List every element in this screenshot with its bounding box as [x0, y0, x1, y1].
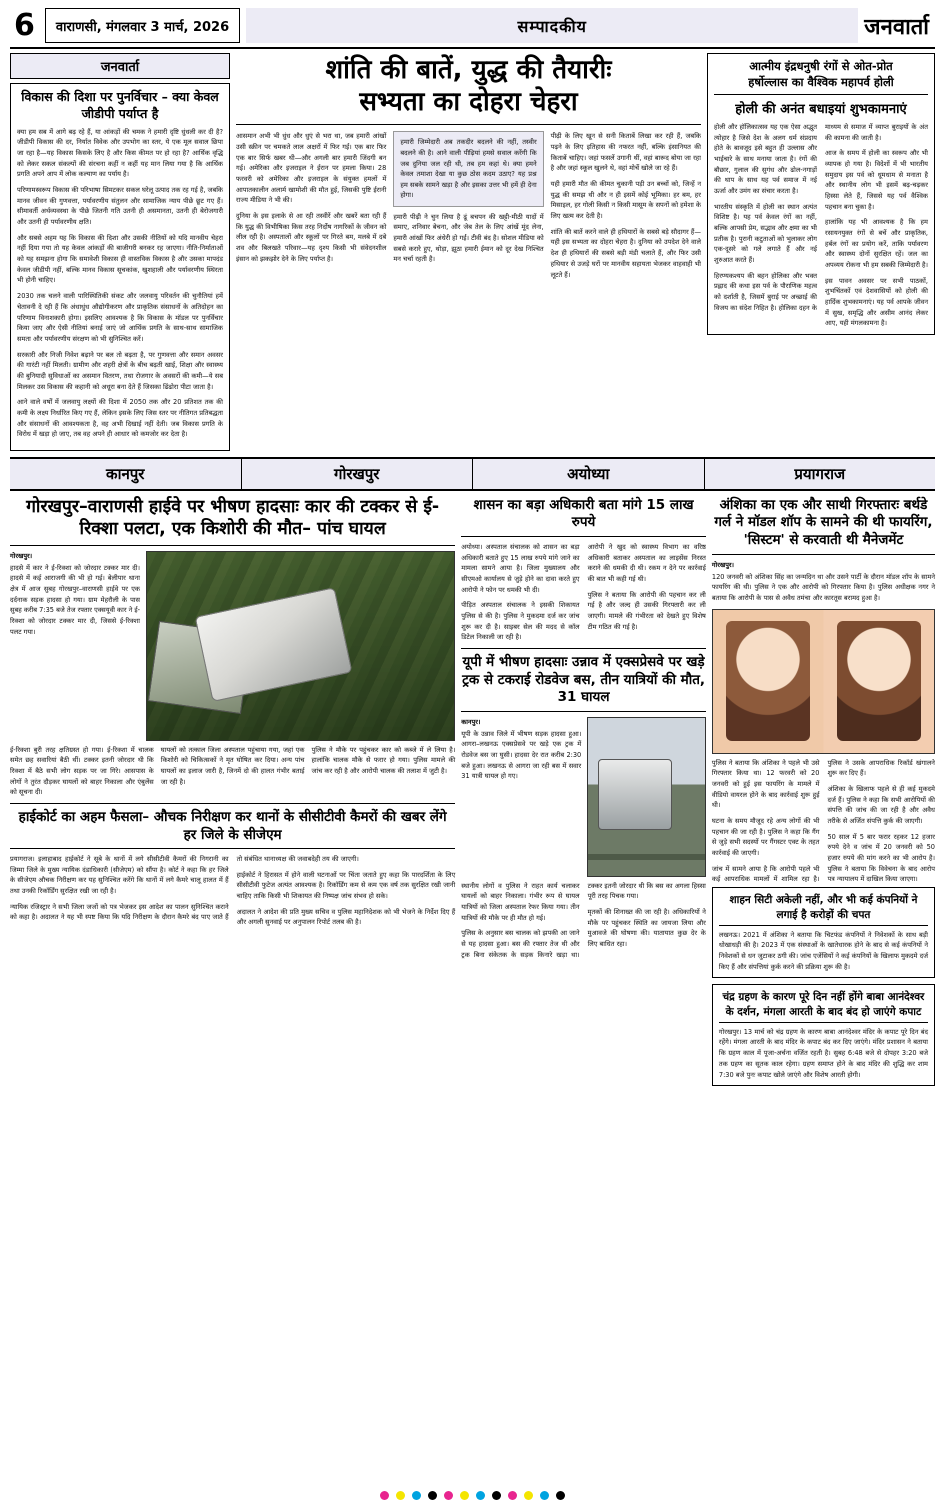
shahan-city-headline: शाहन सिटी अकेली नहीं, और भी कई कंपनियों ने लगाई है करोड़ों की चपत [719, 893, 928, 925]
city-gorakhpur[interactable]: गोरखपुर [242, 459, 474, 489]
hicourt-body: प्रयागराज। इलाहाबाद हाईकोर्ट ने सूबे के थानों में लगे सीसीटीवी कैमरों की निगरानी का जिम्मा जिले के मुख्य न्यायिक दंडाधिकारी (सीजेएम) को सौंपा है। कोर्ट ने कहा कि हर जिले के सीजेएम औचक निरीक्षण कर यह सुनिश्चित करेंगे कि थानों में लगे कैमरे चालू हालत में हैं तथा उनकी रिकॉर्डिंग सुरक्षित रखी जा रही है। न्यायिक रजिस्ट्रार ने सभी जिला जजों को पत्र भेजकर इस आदेश का पालन सुनिश्चित कराने को कहा है। अदालत ने यह भी स्पष्ट किया कि यदि निरीक्षण के दौरान कैमरे बंद पाए जाते हैं तो संबंधित थानाध्यक्ष की जवाबदेही तय की जाएगी। हाईकोर्ट ने हिरासत में होने वाली घटनाओं पर चिंता जताते हुए कहा कि पारदर्शिता के लिए सीसीटीवी फुटेज अत्यंत आवश्यक है। रिकॉर्डिंग कम से कम एक वर्ष तक सुरक्षित रखी जानी चाहिए ताकि किसी भी शिकायत की निष्पक्ष जांच संभव हो सके। अदालत ने आदेश की प्रति मुख्य सचिव व पुलिस महानिदेशक को भी भेजने के निर्देश दिए हैं और अगली सुनवाई पर अनुपालन रिपोर्ट तलब की है। [10, 855, 456, 927]
color-dot [428, 1491, 437, 1500]
shahan-city-box [712, 887, 935, 978]
city-ayodhya[interactable]: अयोध्या [473, 459, 705, 489]
color-dot [380, 1491, 389, 1500]
chandra-grahan-headline: चंद्र ग्रहण के कारण पूरे दिन नहीं होंगे बाबा आनंदेश्वर के दर्शन, मंगला आरती के बाद बंद हो जाएंगे कपाट [719, 990, 928, 1022]
left-column [10, 53, 230, 451]
anshika-body: पुलिस ने बताया कि अंशिका ने पहले भी उसे गिरफ्तार किया था। 12 फरवरी को 20 जनवरी को हुई इस फायरिंग के मामले में वीडियो वायरल होने के बाद कार्रवाई शुरू हुई थी। घटना के समय मौजूद रहे अन्य लोगों की भी पहचान की जा रही है। पुलिस ने कहा कि गैंग से जुड़े सभी सदस्यों पर गैंगस्टर एक्ट के तहत कार्रवाई की जाएगी। जांच में सामने आया है कि आरोपी पहले भी कई आपराधिक मामलों में शामिल रहा है। पुलिस ने उसके आपराधिक रिकॉर्ड खंगालने शुरू कर दिए हैं। अंशिका के खिलाफ पहले से ही कई मुकदमे दर्ज हैं। पुलिस ने कहा कि सभी आरोपियों की संपत्ति की जांच की जा रही है और अवैध तरीके से अर्जित संपत्ति कुर्क की जाएगी। 50 साल में 5 बार फरार रहकर 12 हजार रुपये देने व जांच में 20 जनवरी को 50 हजार रुपये की मांग करने का भी आरोप है। पुलिस ने बताया कि विवेचना के बाद आरोप पत्र न्यायालय में दाखिल किया जाएगा। [711, 758, 935, 884]
anshika-lead: 120 जनवरी को अंशिका सिंह का जन्मदिन था और उसने पार्टी के दौरान मॉडल शॉप के सामने फायरिंग की थी। पुलिस ने एक और आरोपी को गिरफ्तार किया है। पुलिस अधीक्षक नगर ने बताया कि आरोपी के पास से अवैध तमंचा और कारतूस बरामद हुआ है। [711, 572, 935, 602]
lower-left-column [10, 497, 455, 1092]
color-dot [460, 1491, 469, 1500]
registration-color-bar [0, 1491, 945, 1500]
page-number: 6 [14, 8, 35, 43]
editorial-headline [236, 55, 701, 125]
color-dot [556, 1491, 565, 1500]
color-dot [412, 1491, 421, 1500]
gorakhpur-photo-wrap [146, 551, 455, 741]
lower-right-column [712, 497, 935, 1092]
color-dot [444, 1491, 453, 1500]
unnao-photo-wrap [587, 717, 706, 877]
unnao-byline: कानपुर। [461, 717, 481, 726]
top-region [10, 53, 935, 451]
color-dot [508, 1491, 517, 1500]
editorial-pullquote: हमारी जिम्मेदारी अब तकदीर बदलने की नहीं, तस्वीर बदलने की है। आने वाली पीढ़ियां हमसे सवाल करेंगी कि जब दुनिया जल रही थी, तब हम कहां थे। क्या हमने केवल तमाशा देखा या कुछ ठोस कदम उठाए? यह प्रश्न हम सबके सामने खड़ा है और इसका उत्तर भी हमें ही देना होगा। [393, 131, 543, 206]
lower-mid-column [461, 497, 706, 1092]
hicourt-headline: हाईकोर्ट का अहम फैसला– औचक निरीक्षण कर थानों के सीसीटीवी कैमरों की खबर लेंगे हर जिले के सीजेएम [10, 809, 455, 849]
editorial-body: आसमान अभी भी धुंध और धुएं से भरा था, जब हमारी आंखों उसी स्क्रीन पर चमकते लाल अक्षरों में फिर गईं। एक बार फिर एक बार सिर्फ खबर थी—और अगली बार हमारी जिंदगी बन गई। अमेरिका और इजराइल ने ईरान पर हमला किया। 28 फरवरी को अमेरिका और इजराइल के संयुक्त हमलों में आपातकालीन अलार्म खामोशी की मौत हुई, जिसकी पुष्टि ईरानी राज्य मीडिया ने भी की। दुनिया के इस इलाके से आ रही तस्वीरें और खबरें बता रही हैं कि युद्ध की विभीषिका किस तरह निर्दोष नागरिकों के जीवन को लील रही है। अस्पतालों और स्कूलों पर गिरते बम, मलबे में दबे शव और बिलखते परिवार—यह दृश्य किसी भी संवेदनशील इंसान को झकझोर देने के लिए पर्याप्त है। हमारी जिम्मेदारी अब तकदीर बदलने की नहीं, तस्वीर बदलने की है। आने वाली पीढ़ियां हमसे सवाल करेंगी कि जब दुनिया जल रही थी, तब हम कहां थे। क्या हमने केवल तमाशा देखा या कुछ ठोस कदम उठाए? यह प्रश्न हम सबके सामने खड़ा है और इसका उत्तर भी हमें ही देना होगा। हमारी पीढ़ी ने चुन लिया है ढूं बचपन की खट्टी-मीठी यादों में समाए, शनिवार बेचना, और जेब तेल के लिए आंखें मूंद लेना, हमारी आंखों फिर अंधेरी हो गईं। टीवी बंद है। सोशल मीडिया को सबसे करारे हुए, थोड़ा, झूठा हमारी ईमान को दूर देख निश्चित मन चर्चा रहती है। पीढ़ी के लिए खून से सनी किताबें लिखा कर रही हैं, जबकि पढ़ने के लिए इतिहास की नफरत नहीं, बल्कि इंसानियत की किताबें चाहिए। जहां फसलें उगानी थीं, वहां बारूद बोया जा रहा है और जहां स्कूल खुलने थे, वहां मोर्चे खोले जा रहे हैं। यही हमारी मौत की कीमत चुकानी पड़ी उन बच्चों को, जिन्हें न युद्ध की समझ थी और न ही इसमें कोई भूमिका। हर बम, हर मिसाइल, हर गोली किसी न किसी मासूम के सपनों को हमेशा के लिए खत्म कर देती है। शांति की बातें करने वाले ही हथियारों के सबसे बड़े सौदागर हैं—यही इस सभ्यता का दोहरा चेहरा है। दुनिया को उपदेश देने वाले देश ही हथियारों की सबसे बड़ी मंडी चलाते हैं, और फिर उसी हथियार से उजड़े घरों पर मानवीय सहायता भेजकर वाहवाही भी लूटते हैं। [236, 132, 701, 279]
gorakhpur-accident-photo [146, 551, 455, 741]
anshika-byline: गोरखपुर। [711, 560, 735, 569]
unnao-bus-photo [587, 717, 706, 877]
holi-title-line1: आत्मीय इंद्रधनुषी रंगों से ओत-प्रोत [749, 59, 893, 73]
color-dot [540, 1491, 549, 1500]
gorakhpur-body: ई-रिक्शा बुरी तरह क्षतिग्रस्त हो गया। ई-रिक्शा में चालक समेत छह सवारियां बैठी थीं। टक्कर इतनी जोरदार थी कि रिक्शा में बैठे सभी लोग सड़क पर जा गिरे। आसपास के लोगों ने तुरंत दौड़कर घायलों को बाहर निकाला और एंबुलेंस को सूचना दी। घायलों को तत्काल जिला अस्पताल पहुंचाया गया, जहां एक किशोरी को चिकित्सकों ने मृत घोषित कर दिया। अन्य पांच घायलों का इलाज जारी है, जिनमें दो की हालत गंभीर बताई जा रही है। पुलिस ने मौके पर पहुंचकर कार को कब्जे में ले लिया है। हालांकि चालक मौके से फरार हो गया। पुलिस मामले की जांच कर रही है और आरोपी चालक की तलाश में जुटी है। [10, 745, 456, 797]
city-strip [10, 457, 935, 491]
unnao-body: स्थानीय लोगों व पुलिस ने राहत कार्य चलाकर घायलों को बाहर निकाला। गंभीर रूप से घायल यात्रियों को जिला अस्पताल रेफर किया गया। तीन यात्रियों की मौके पर ही मौत हो गई। पुलिस के अनुसार बस चालक को झपकी आ जाने से यह हादसा हुआ। बस की रफ्तार तेज थी और ट्रक बिना संकेतक के सड़क किनारे खड़ा था। टक्कर इतनी जोरदार थी कि बस का अगला हिस्सा पूरी तरह पिचक गया। मृतकों की शिनाख्त की जा रही है। अधिकारियों ने मौके पर पहुंचकर स्थिति का जायजा लिया और मुआवजे की घोषणा की। यातायात कुछ देर के लिए बाधित रहा। [461, 881, 706, 959]
brand-title: जनवार्ता [864, 14, 929, 40]
left-brand-tag: जनवार्ता [10, 53, 230, 79]
shasan-headline: शासन का बड़ा अधिकारी बता मांगे 15 लाख रुपये [461, 497, 706, 537]
holi-body: होली और हॉलिकात्सव यह एक ऐसा अद्भुत त्योहार है जिसे देश के अलग धर्म संप्रदाय होते के बावजूद इसे बहुत ही उल्लास और भाईचारे के साथ मनाया जाता है। रंगों की बौछार, गुलाल की सुगंध और ढोल-नगाड़ों की थाप के साथ यह पर्व समाज में नई ऊर्जा और उमंग का संचार करता है। भारतीय संस्कृति में होली का स्थान अत्यंत विशिष्ट है। यह पर्व केवल रंगों का नहीं, बल्कि आपसी प्रेम, सद्भाव और क्षमा का भी प्रतीक है। पुरानी कटुताओं को भुलाकर लोग एक-दूसरे को गले लगाते हैं और नई शुरुआत करते हैं। हिरण्यकश्यप की बहन होलिका और भक्त प्रह्लाद की कथा इस पर्व के पौराणिक महत्व को दर्शाती है, जिसमें बुराई पर अच्छाई की विजय का संदेश निहित है। होलिका दहन के माध्यम से समाज में व्याप्त बुराइयों के अंत की कामना की जाती है। आज के समय में होली का स्वरूप और भी व्यापक हो गया है। विदेशों में भी भारतीय समुदाय इस पर्व को धूमधाम से मनाता है और स्थानीय लोग भी इसमें बढ़-चढ़कर हिस्सा लेते हैं, जिससे यह पर्व वैश्विक पहचान बना चुका है। हालांकि यह भी आवश्यक है कि हम रसायनयुक्त रंगों से बचें और प्राकृतिक, हर्बल रंगों का प्रयोग करें, ताकि पर्यावरण और स्वास्थ्य दोनों सुरक्षित रहें। जल का अपव्यय रोकना भी हम सबकी जिम्मेदारी है। इस पावन अवसर पर सभी पाठकों, शुभचिंतकों एवं देशवासियों को होली की हार्दिक शुभकामनाएं। यह पर्व आपके जीवन में सुख, समृद्धि और असीम आनंद लेकर आए, यही मंगलकामना है। [714, 123, 929, 328]
editorial-column [236, 53, 701, 451]
gorakhpur-headline: गोरखपुर–वाराणसी हाईवे पर भीषण हादसाः कार की टक्कर से ई-रिक्शा पलटा, एक किशोरी की मौत– पांच घायल [10, 497, 455, 546]
masthead [10, 8, 935, 49]
lower-region [10, 497, 935, 1092]
chandra-grahan-body: गोरखपुर। 13 मार्च को चंद्र ग्रहण के कारण बाबा आनंदेश्वर मंदिर के कपाट पूरे दिन बंद रहेंगे। मंगला आरती के बाद मंदिर के कपाट बंद कर दिए जाएंगे। मंदिर प्रशासन ने बताया कि ग्रहण काल में पूजा-अर्चना वर्जित रहती है। सुबह 6:48 बजे से दोपहर 3:20 बजे तक ग्रहण का सूतक काल रहेगा। ग्रहण समाप्त होने के बाद मंदिर की शुद्धि कर शाम 7:30 बजे पुनः कपाट खोले जाएंगे और विशेष आरती होगी। [718, 1027, 928, 1079]
section-title: सम्पादकीय [246, 8, 858, 43]
editorial-headline-line2: सभ्यता का दोहरा चेहरा [359, 86, 578, 117]
shahan-city-body: लखनऊ। 2021 में अंशिका ने बताया कि चिटफंड कंपनियों ने निवेशकों के साथ बड़ी धोखाधड़ी की है। 2023 में एक संस्थाओं के खातेधारक होने के बाद से कई कंपनियों ने निवेशकों से धन जुटाकर ठगी की। जांच एजेंसियों ने कई कंपनियों के खिलाफ मुकदमे दर्ज किए हैं और संपत्तियां कुर्क करने की प्रक्रिया शुरू की है। [718, 930, 928, 971]
left-box-title: विकास की दिशा पर पुनर्विचार – क्या केवल जीडीपी पर्याप्त है [21, 89, 219, 121]
holi-title-line2: हर्षोल्लास का वैश्विक महापर्व होली [748, 74, 894, 89]
holi-box [707, 53, 935, 335]
color-dot [476, 1491, 485, 1500]
editorial-headline-line1: शांति की बातें, युद्ध की तैयारीः [325, 55, 612, 85]
left-box-body: क्या हम सब में आगे बढ़ रहे हैं, या आंकड़ों की चमक ने हमारी दृष्टि धुंधली कर दी है? जीडीपी विकास की दर, निर्यात विवेक और उपभोग का स्तर, ये एक मूल सवाल छिपा जा रहा है—यह विकास किसके लिए है और किस कीमत पर हो रहा है? आर्थिक वृद्धि को लेकर सकल संकल्पों की संरचना कहीं न कहीं यह मान लिया गया है कि आर्थिक प्रगति अपने आप में लोक कल्याण का पर्याय है। परिणामस्वरूप विकास की परिभाषा सिमटकर सकल घरेलू उत्पाद तक रह गई है, जबकि मानव जीवन की गुणवत्ता, पर्यावरणीय संतुलन और सामाजिक न्याय पीछे छूट गए हैं। सीमावर्ती अर्थव्यवस्था के पीछे जितनी गति उतनी ही असमानता, उतनी ही बेरोजगारी और उतनी ही पर्यावरणीय क्षति। और सबसे अहम यह कि विकास की दिशा और उसकी नीतियों को यदि मानवीय चेहरा नहीं दिया गया तो यह केवल आंकड़ों की बाजीगरी बनकर रह जाएगा। नीति-निर्माताओं को यह समझना होगा कि समावेशी विकास ही वास्तविक विकास है और उसका मापदंड केवल जीडीपी नहीं, बल्कि मानव विकास सूचकांक, खुशहाली और पर्यावरणीय स्थिरता भी होनी चाहिए। 2030 तक चलने वाली पारिस्थितिकी संकट और जलवायु परिवर्तन की चुनौतियां हमें चेतावनी दे रही हैं कि अंधाधुंध औद्योगीकरण और प्राकृतिक संसाधनों के अतिदोहन का परिणाम विनाशकारी होगा। इसलिए आवश्यक है कि विकास के मॉडल पर पुनर्विचार किया जाए और ऐसी नीतियां बनाई जाएं जो आर्थिक प्रगति के साथ-साथ सामाजिक समता और पर्यावरणीय संरक्षण को भी सुनिश्चित करें। सरकारी और निजी निवेश बढ़ाने पर बल तो बढ़ता है, पर गुणवत्ता और समान अवसर की गारंटी नहीं मिलती। ग्रामीण और शहरी क्षेत्रों के बीच बढ़ती खाई, शिक्षा और स्वास्थ्य की बुनियादी सुविधाओं का असमान वितरण, तथा रोजगार के अवसरों की कमी—ये सब मिलकर उस विकास की कहानी को अधूरा बना देते हैं जिसका ढिंढोरा पीटा जाता है। आने वाले वर्षों में जलवायु लक्ष्यों की दिशा में 2050 तक और 20 प्रतिशत तक की कमी के लक्ष्य निर्धारित किए गए हैं, लेकिन इसके लिए जिस स्तर पर नीतिगत प्रतिबद्धता और संसाधनों की आवश्यकता है, वह अभी दिखाई नहीं देती। जब विकास प्रगति के विरोध में खड़ा हो जाए, तब वह अपने ही आधार को कमजोर कर देता है। [17, 127, 223, 439]
city-kanpur[interactable]: कानपुर [10, 459, 242, 489]
color-dot [492, 1491, 501, 1500]
anshika-photo [712, 609, 935, 754]
shasan-body: अयोध्या। अस्पताल संचालक को शासन का बड़ा अधिकारी बताते हुए 15 लाख रुपये मांगे जाने का मामला सामने आया है। जिला मुख्यालय और सीएमओ कार्यालय से जुड़े होने का दावा करते हुए आरोपी ने फोन पर धमकी भी दी। पीड़ित अस्पताल संचालक ने इसकी शिकायत पुलिस से की है। पुलिस ने मुकदमा दर्ज कर जांच शुरू कर दी है। साइबर सेल की मदद से कॉल डिटेल निकाली जा रही है। आरोपी ने खुद को स्वास्थ्य विभाग का वरिष्ठ अधिकारी बताकर अस्पताल का लाइसेंस निरस्त कराने की धमकी दी थी। रकम न देने पर कार्रवाई की बात भी कही गई थी। पुलिस ने बताया कि आरोपी की पहचान कर ली गई है और जल्द ही उसकी गिरफ्तारी कर ली जाएगी। मामले की गंभीरता को देखते हुए विशेष टीम गठित की गई है। [461, 542, 706, 642]
dateline: वाराणसी, मंगलवार 3 मार्च, 2026 [45, 8, 240, 43]
holi-column [707, 53, 935, 451]
gorakhpur-text-block: गोरखपुर। हादसे में कार ने ई-रिक्शा को जोरदार टक्कर मार दी। हादसे में कई आराजगी की भी हो गई। बेलीपार थाना क्षेत्र में आज सुबह गोरखपुर–वाराणसी हाईवे पर एक दर्दनाक सड़क हादसा हो गया। ग्राम मेहरौली के पास सुबह करीब 7:35 बजे तेज रफ्तार एक्सयूवी कार ने ई-रिक्शा को जोरदार टक्कर मार दी, जिससे ई-रिक्शा पलट गया। [10, 551, 140, 636]
unnao-text-block: कानपुर। यूपी के उन्नाव जिले में भीषण सड़क हादसा हुआ। आगरा–लखनऊ एक्सप्रेसवे पर खड़े एक ट्रक में रोडवेज बस जा घुसी। हादसा देर रात करीब 2:30 बजे हुआ। लखनऊ से आगरा जा रही बस में सवार 31 यात्री घायल हो गए। [461, 717, 582, 781]
holi-title [714, 59, 928, 95]
gorakhpur-byline: गोरखपुर। [10, 551, 33, 560]
color-dot [396, 1491, 405, 1500]
holi-subtitle: होली की अनंत बधाइयां शुभकामनाएं [735, 102, 907, 118]
editorial-opinion-box [10, 83, 230, 451]
unnao-headline: यूपी में भीषण हादसाः उन्नाव में एक्सप्रेसवे पर खड़े ट्रक से टकराई रोडवेज बस, तीन यात्रियों की मौत, 31 घायल [461, 654, 706, 712]
anshika-headline: अंशिका का एक और साथी गिरफ्तारः बर्थडे गर्ल ने मॉडल शॉप के सामने की थी फायरिंग, 'सिस्टम' से करवाती थी मैनेजमेंट [712, 497, 935, 555]
color-dot [524, 1491, 533, 1500]
chandra-grahan-box [712, 984, 935, 1086]
city-prayagraj[interactable]: प्रयागराज [794, 464, 846, 483]
